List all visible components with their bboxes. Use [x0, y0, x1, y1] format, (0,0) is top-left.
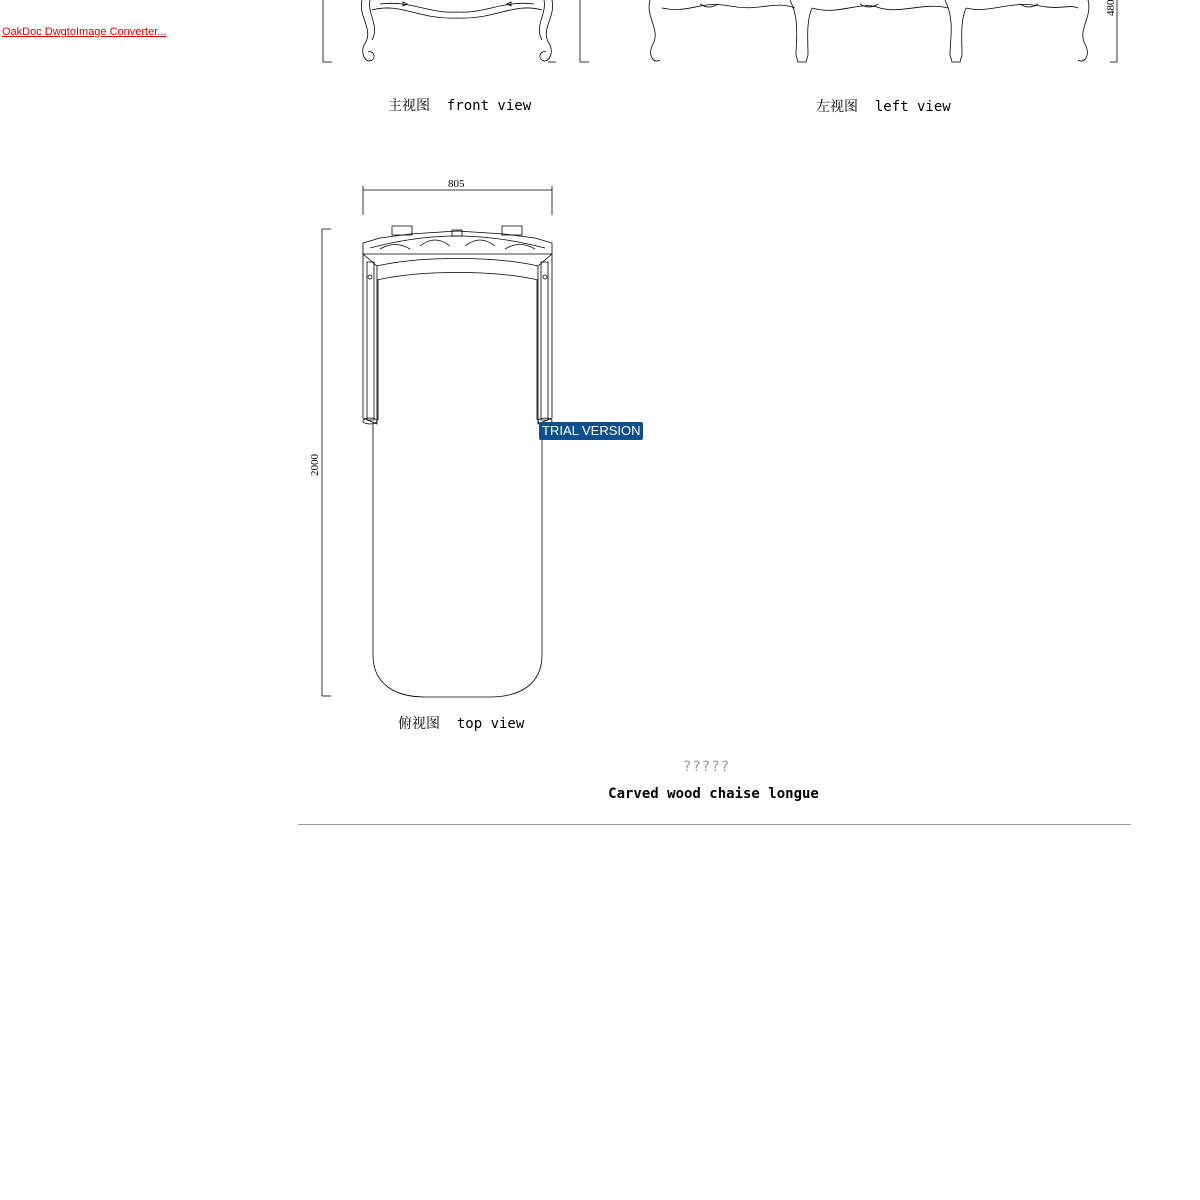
left-view-drawing	[580, 0, 1117, 62]
divider	[298, 824, 1131, 825]
top-view-label: 俯视图 top view	[398, 716, 525, 732]
front-view-drawing	[323, 0, 556, 62]
width-dimension-label: 805	[448, 178, 465, 190]
front-view-label: 主视图 front view	[388, 98, 532, 114]
top-view-drawing	[322, 186, 552, 697]
left-view-label: 左视图 left view	[816, 99, 951, 115]
trial-version-badge: TRIAL VERSION	[539, 422, 643, 440]
length-dimension-label: 2000	[309, 454, 321, 476]
drawing-title: Carved wood chaise longue	[608, 786, 819, 802]
caption-unknown-text: ?????	[682, 759, 731, 775]
converter-link[interactable]: OakDoc DwgtoImage Converter...	[2, 26, 167, 38]
height-dimension-label: 480	[1105, 0, 1117, 16]
